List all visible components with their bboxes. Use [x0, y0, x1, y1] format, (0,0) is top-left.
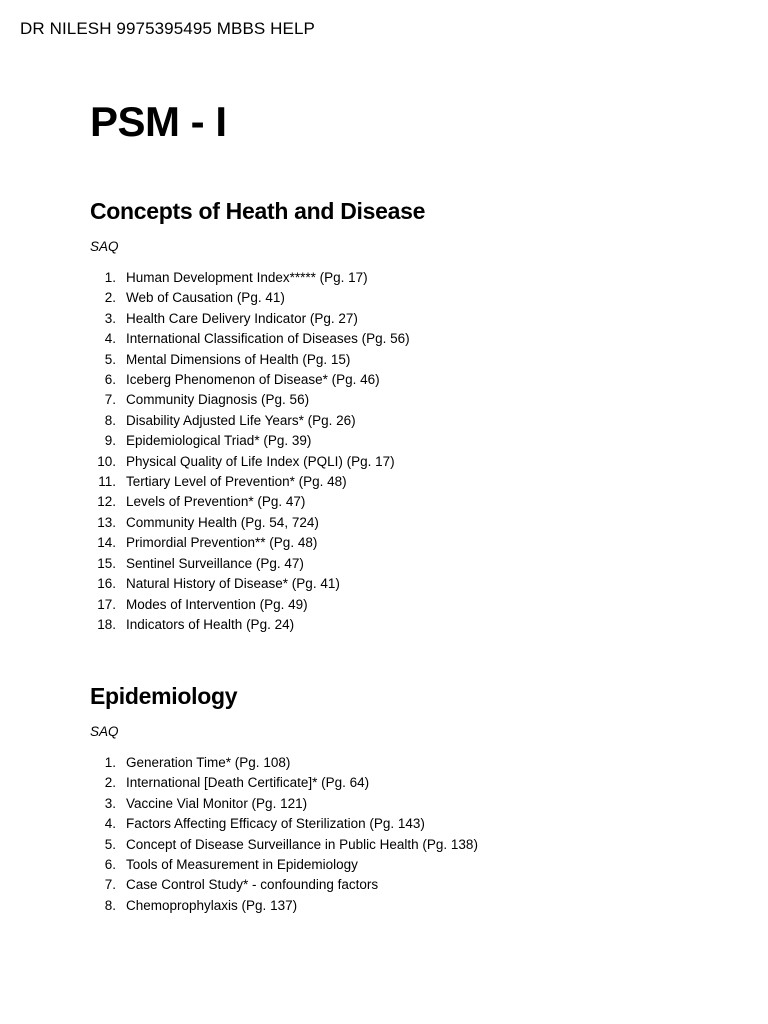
list-item	[90, 753, 730, 773]
list-item-text: Physical Quality of Life Index (PQLI) (Pg. 17)	[126, 453, 395, 469]
list-item-text: International Classification of Diseases (Pg. 56)	[126, 331, 410, 347]
list-item-text: Case Control Study* - confounding factors	[126, 877, 379, 893]
list-item-number: 4.	[104, 816, 116, 832]
list-item	[90, 370, 730, 390]
list-item-text: Web of Causation (Pg. 41)	[126, 290, 285, 306]
list-item	[90, 411, 730, 431]
list-item-number: 1.	[104, 755, 116, 770]
list-item	[90, 814, 730, 834]
list-item-number: 3.	[104, 310, 116, 326]
list-item-text: Human Development Index***** (Pg. 17)	[126, 270, 368, 285]
list-item-number: 3.	[104, 795, 116, 811]
item-list	[90, 268, 730, 635]
list-item	[90, 533, 730, 553]
list-item-number: 2.	[104, 290, 116, 306]
list-item	[90, 574, 730, 594]
list-item	[90, 554, 730, 574]
section-heading: Concepts of Heath and Disease	[90, 198, 426, 224]
list-item-text: Natural History of Disease* (Pg. 41)	[126, 576, 340, 592]
list-item	[90, 835, 730, 855]
list-item-number: 6.	[104, 857, 116, 873]
list-item-text: Concept of Disease Surveillance in Public Health (Pg. 138)	[126, 836, 478, 852]
list-item-text: Indicators of Health (Pg. 24)	[126, 616, 295, 632]
list-item-number: 5.	[104, 351, 116, 367]
list-item	[90, 452, 730, 472]
list-item-number: 12.	[97, 494, 116, 510]
header-note: DR NILESH 9975395495 MBBS HELP	[20, 19, 315, 38]
list-item-number: 16.	[97, 576, 116, 592]
list-item	[90, 350, 730, 370]
list-item-number: 6.	[104, 372, 116, 388]
list-item	[90, 773, 730, 793]
list-item	[90, 855, 730, 875]
list-item-text: Tools of Measurement in Epidemiology	[126, 857, 358, 873]
list-item-text: Community Health (Pg. 54, 724)	[126, 514, 319, 530]
list-item	[90, 595, 730, 615]
list-item-text: Mental Dimensions of Health (Pg. 15)	[126, 351, 351, 367]
list-item	[90, 268, 730, 288]
list-item-number: 2.	[104, 775, 116, 791]
list-item-number: 5.	[104, 836, 116, 852]
list-item-number: 14.	[97, 535, 116, 551]
list-item-text: Iceberg Phenomenon of Disease* (Pg. 46)	[126, 372, 380, 388]
list-item-text: Factors Affecting Efficacy of Sterilization (Pg. 143)	[126, 816, 425, 832]
list-item-number: 10.	[97, 453, 116, 469]
list-item-text: Sentinel Surveillance (Pg. 47)	[126, 555, 304, 571]
section-subheading: SAQ	[90, 724, 119, 739]
list-item-text: Generation Time* (Pg. 108)	[126, 755, 291, 770]
list-item-number: 1.	[104, 270, 116, 285]
item-list	[90, 753, 730, 916]
list-item-text: Health Care Delivery Indicator (Pg. 27)	[126, 310, 358, 326]
list-item-text: International [Death Certificate]* (Pg. 64)	[126, 775, 370, 791]
list-item	[90, 288, 730, 308]
section-heading: Epidemiology	[90, 683, 238, 709]
list-item-text: Epidemiological Triad* (Pg. 39)	[126, 433, 312, 449]
list-item	[90, 329, 730, 349]
list-item-number: 8.	[104, 897, 116, 913]
list-item	[90, 492, 730, 512]
list-item-text: Levels of Prevention* (Pg. 47)	[126, 494, 306, 510]
list-item	[90, 431, 730, 451]
list-item	[90, 875, 730, 895]
list-item	[90, 390, 730, 410]
page-title: PSM - I	[90, 98, 227, 145]
list-item-number: 9.	[104, 433, 116, 449]
list-item	[90, 615, 730, 635]
list-item-number: 8.	[104, 412, 116, 428]
list-item-number: 17.	[97, 596, 116, 612]
list-item-number: 15.	[97, 555, 116, 571]
list-item	[90, 472, 730, 492]
list-item-text: Tertiary Level of Prevention* (Pg. 48)	[126, 474, 347, 490]
list-item-number: 7.	[104, 392, 116, 408]
list-item-text: Primordial Prevention** (Pg. 48)	[126, 535, 318, 551]
list-item	[90, 794, 730, 814]
list-item-text: Modes of Intervention (Pg. 49)	[126, 596, 308, 612]
list-item-number: 11.	[98, 474, 116, 490]
list-item-number: 7.	[104, 877, 116, 893]
section-subheading: SAQ	[90, 239, 119, 254]
list-item-number: 18.	[97, 616, 116, 632]
list-item	[90, 896, 730, 916]
section-epidemiology	[90, 681, 730, 916]
list-item-text: Chemoprophylaxis (Pg. 137)	[126, 897, 298, 913]
list-item	[90, 513, 730, 533]
list-item-number: 13.	[97, 514, 116, 530]
list-item	[90, 309, 730, 329]
list-item-text: Community Diagnosis (Pg. 56)	[126, 392, 310, 408]
list-item-text: Disability Adjusted Life Years* (Pg. 26)	[126, 412, 356, 428]
list-item-text: Vaccine Vial Monitor (Pg. 121)	[126, 795, 308, 811]
section-concepts-of-health	[90, 196, 730, 635]
list-item-number: 4.	[104, 331, 116, 347]
